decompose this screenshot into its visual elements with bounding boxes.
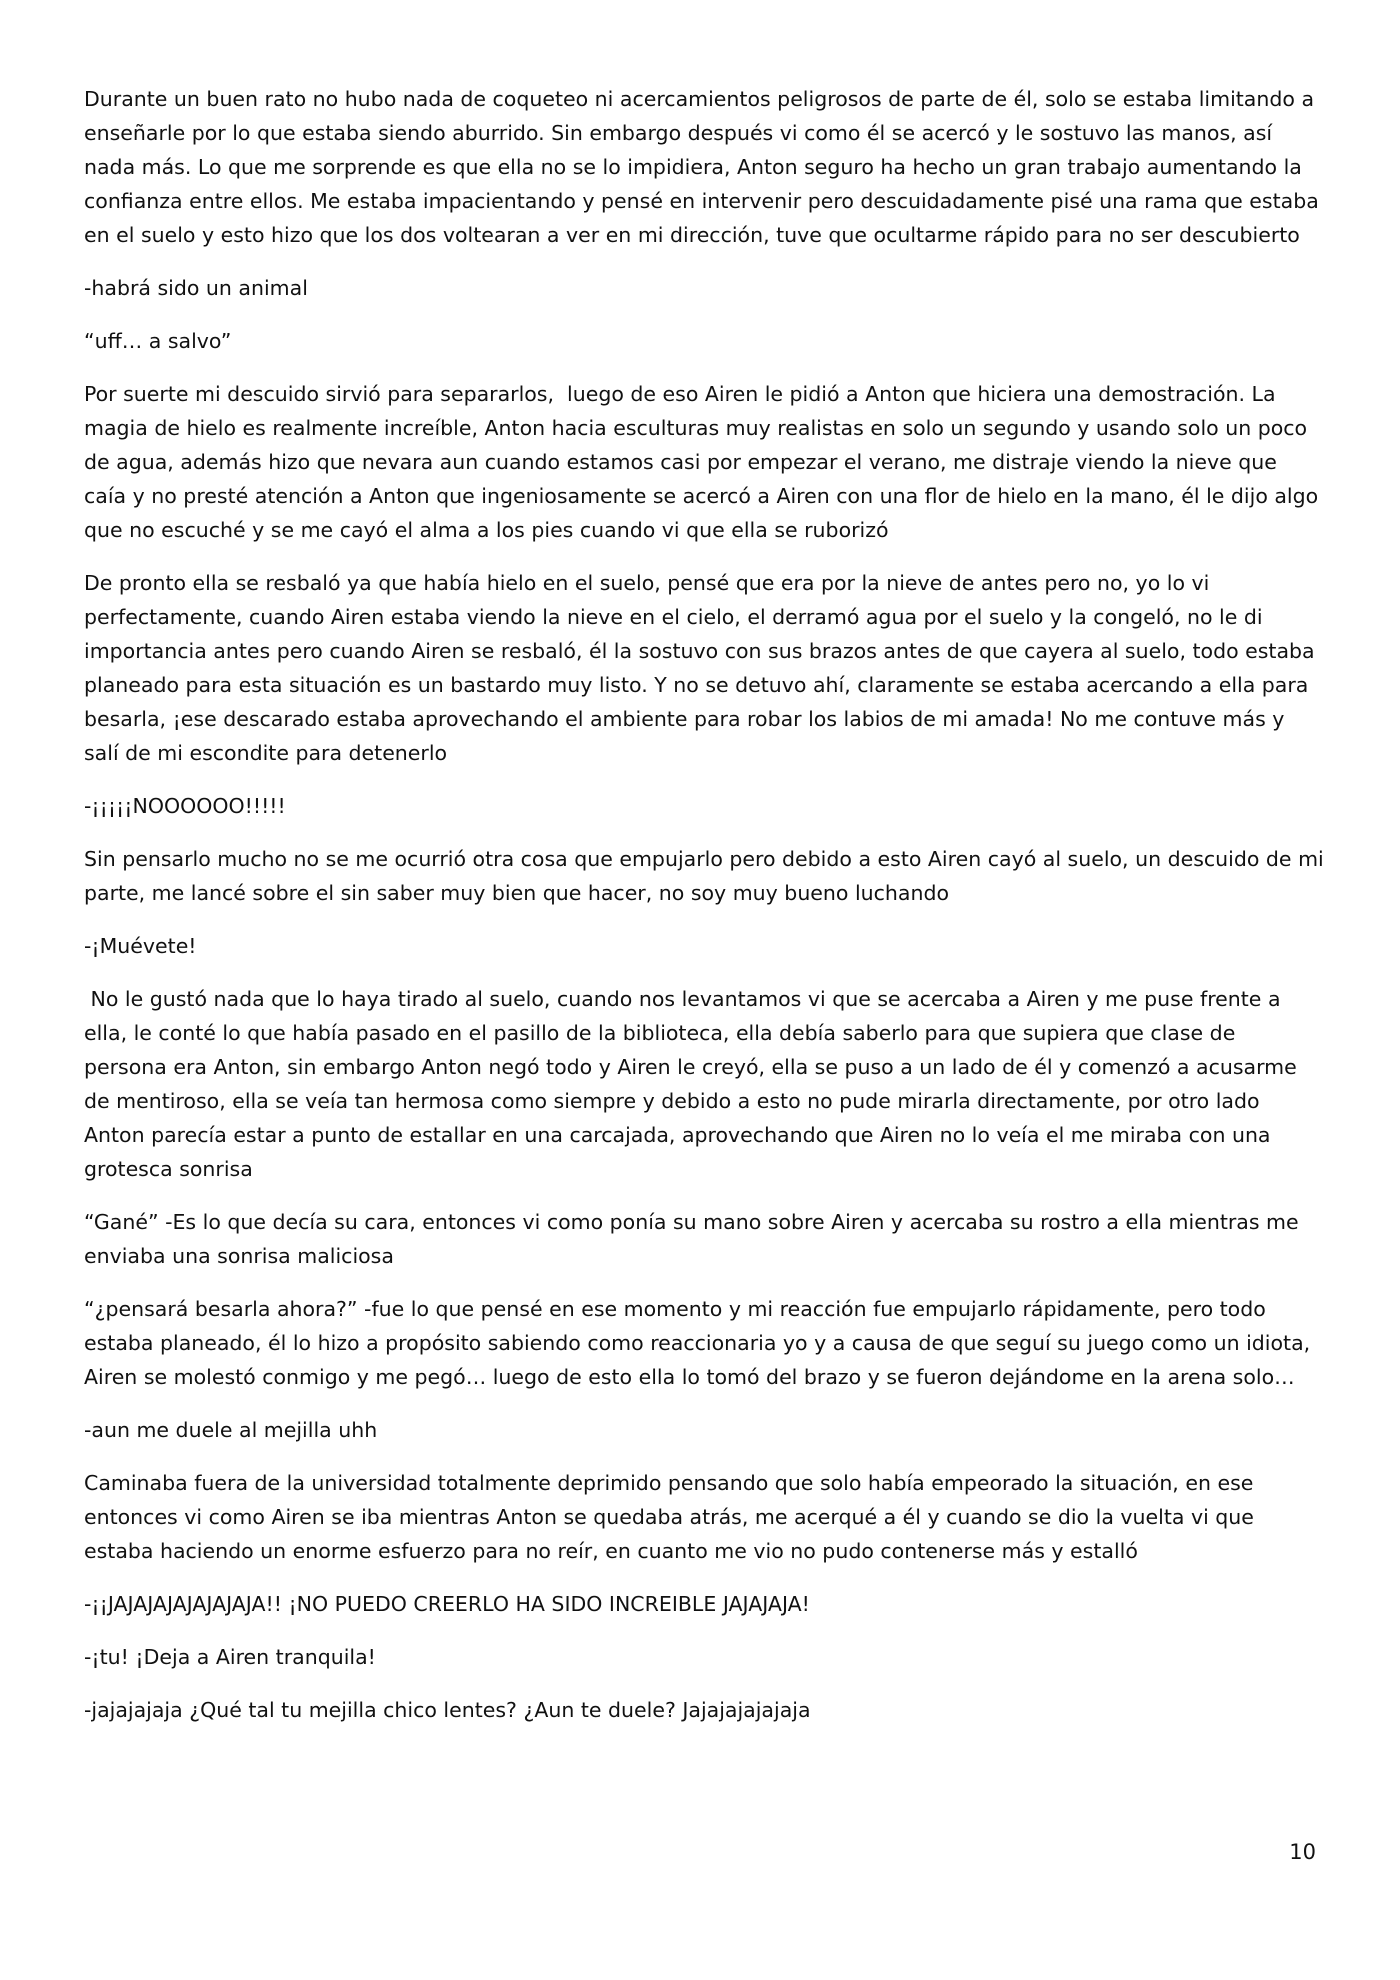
dialogue-line: -¡tu! ¡Deja a Airen tranquila! [84,1645,376,1669]
paragraph: No le gustó nada que lo haya tirado al suelo, cuando nos levantamos vi que se acercaba a Airen y me puse frente a ella, le conté lo que había pasado en el pasillo de la biblioteca, ella debía saberlo para que supiera que clase de persona era Anton, sin embargo Anton negó todo y Airen le creyó, ella se puso a un lado de él y comenzó a acusarme de mentiroso, ella se veía tan hermosa como siempre y debido a esto no pude mirarla directamente, por otro lado Anton parecía estar a punto de estallar en una carcajada, aprovechando que Airen no lo veía el me miraba con una grotesca sonrisa [84,987,1304,1181]
paragraph: Caminaba fuera de la universidad totalmente deprimido pensando que solo había empeorado la situación, en ese entonces vi como Airen se iba mientras Anton se quedaba atrás, me acerqué a él y cuando se dio la vuelta vi que estaba haciendo un enorme esfuerzo para no reír, en cuanto me vio no pudo contenerse más y estalló [84,1471,1261,1563]
paragraph: “Gané” -Es lo que decía su cara, entonces vi como ponía su mano sobre Airen y acercaba su rostro a ella mientras me enviaba una sonrisa maliciosa [84,1210,1306,1268]
paragraph: De pronto ella se resbaló ya que había hielo en el suelo, pensé que era por la nieve de antes pero no, yo lo vi perfectamente, cuando Airen estaba viendo la nieve en el cielo, el derramó agua por el suelo y la congeló, no le di importancia antes pero cuando Airen se resbaló, él la sostuvo con sus brazos antes de que cayera al suelo, todo estaba planeado para esta situación es un bastardo muy listo. Y no se detuvo ahí, claramente se estaba acercando a ella para besarla, ¡ese descarado estaba aprovechando el ambiente para robar los labios de mi amada! No me contuve más y salí de mi escondite para detenerlo [84,571,1322,765]
dialogue-line: -habrá sido un animal [84,276,308,300]
dialogue-line: -¡Muévete! [84,934,197,958]
paragraph: “¿pensará besarla ahora?” -fue lo que pensé en ese momento y mi reacción fue empujarlo rápidamente, pero todo estaba planeado, él lo hizo a propósito sabiendo como reaccionaria yo y a causa de que seguí su juego como un idiota, Airen se molestó conmigo y me pegó… luego de esto ella lo tomó del brazo y se fueron dejándome en la arena solo… [84,1297,1317,1389]
document-body [84,82,1331,1746]
page-number: 10 [1289,1840,1316,1864]
paragraph: Por suerte mi descuido sirvió para separarlos, luego de eso Airen le pidió a Anton que hiciera una demostración. La magia de hielo es realmente increíble, Anton hacia esculturas muy realistas en solo un segundo y usando solo un poco de agua, además hizo que nevara aun cuando estamos casi por empezar el verano, me distraje viendo la nieve que caía y no presté atención a Anton que ingeniosamente se acercó a Airen con una flor de hielo en la mano, él le dijo algo que no escuché y se me cayó el alma a los pies cuando vi que ella se ruborizó [84,382,1325,542]
dialogue-line: -¡¡JAJAJAJAJAJAJAJA!! ¡NO PUEDO CREERLO HA SIDO INCREIBLE JAJAJAJA! [84,1592,810,1616]
dialogue-line: -jajajajaja ¿Qué tal tu mejilla chico lentes? ¿Aun te duele? Jajajajajajaja [84,1698,811,1722]
dialogue-line: -aun me duele al mejilla uhh [84,1418,378,1442]
paragraph: Sin pensarlo mucho no se me ocurrió otra cosa que empujarlo pero debido a esto Airen cayó al suelo, un descuido de mi parte, me lancé sobre el sin saber muy bien que hacer, no soy muy bueno luchando [84,847,1331,905]
paragraph: Durante un buen rato no hubo nada de coqueteo ni acercamientos peligrosos de parte de él, solo se estaba limitando a enseñarle por lo que estaba siendo aburrido. Sin embargo después vi como él se acercó y le sostuvo las manos, así nada más. Lo que me sorprende es que ella no se lo impidiera, Anton seguro ha hecho un gran trabajo aumentando la confianza entre ellos. Me estaba impacientando y pensé en intervenir pero descuidadamente pisé una rama que estaba en el suelo y esto hizo que los dos voltearan a ver en mi dirección, tuve que ocultarme rápido para no ser descubierto [84,87,1326,247]
dialogue-line: “uff… a salvo” [84,329,232,353]
dialogue-line: -¡¡¡¡¡NOOOOOO!!!!! [84,794,286,818]
